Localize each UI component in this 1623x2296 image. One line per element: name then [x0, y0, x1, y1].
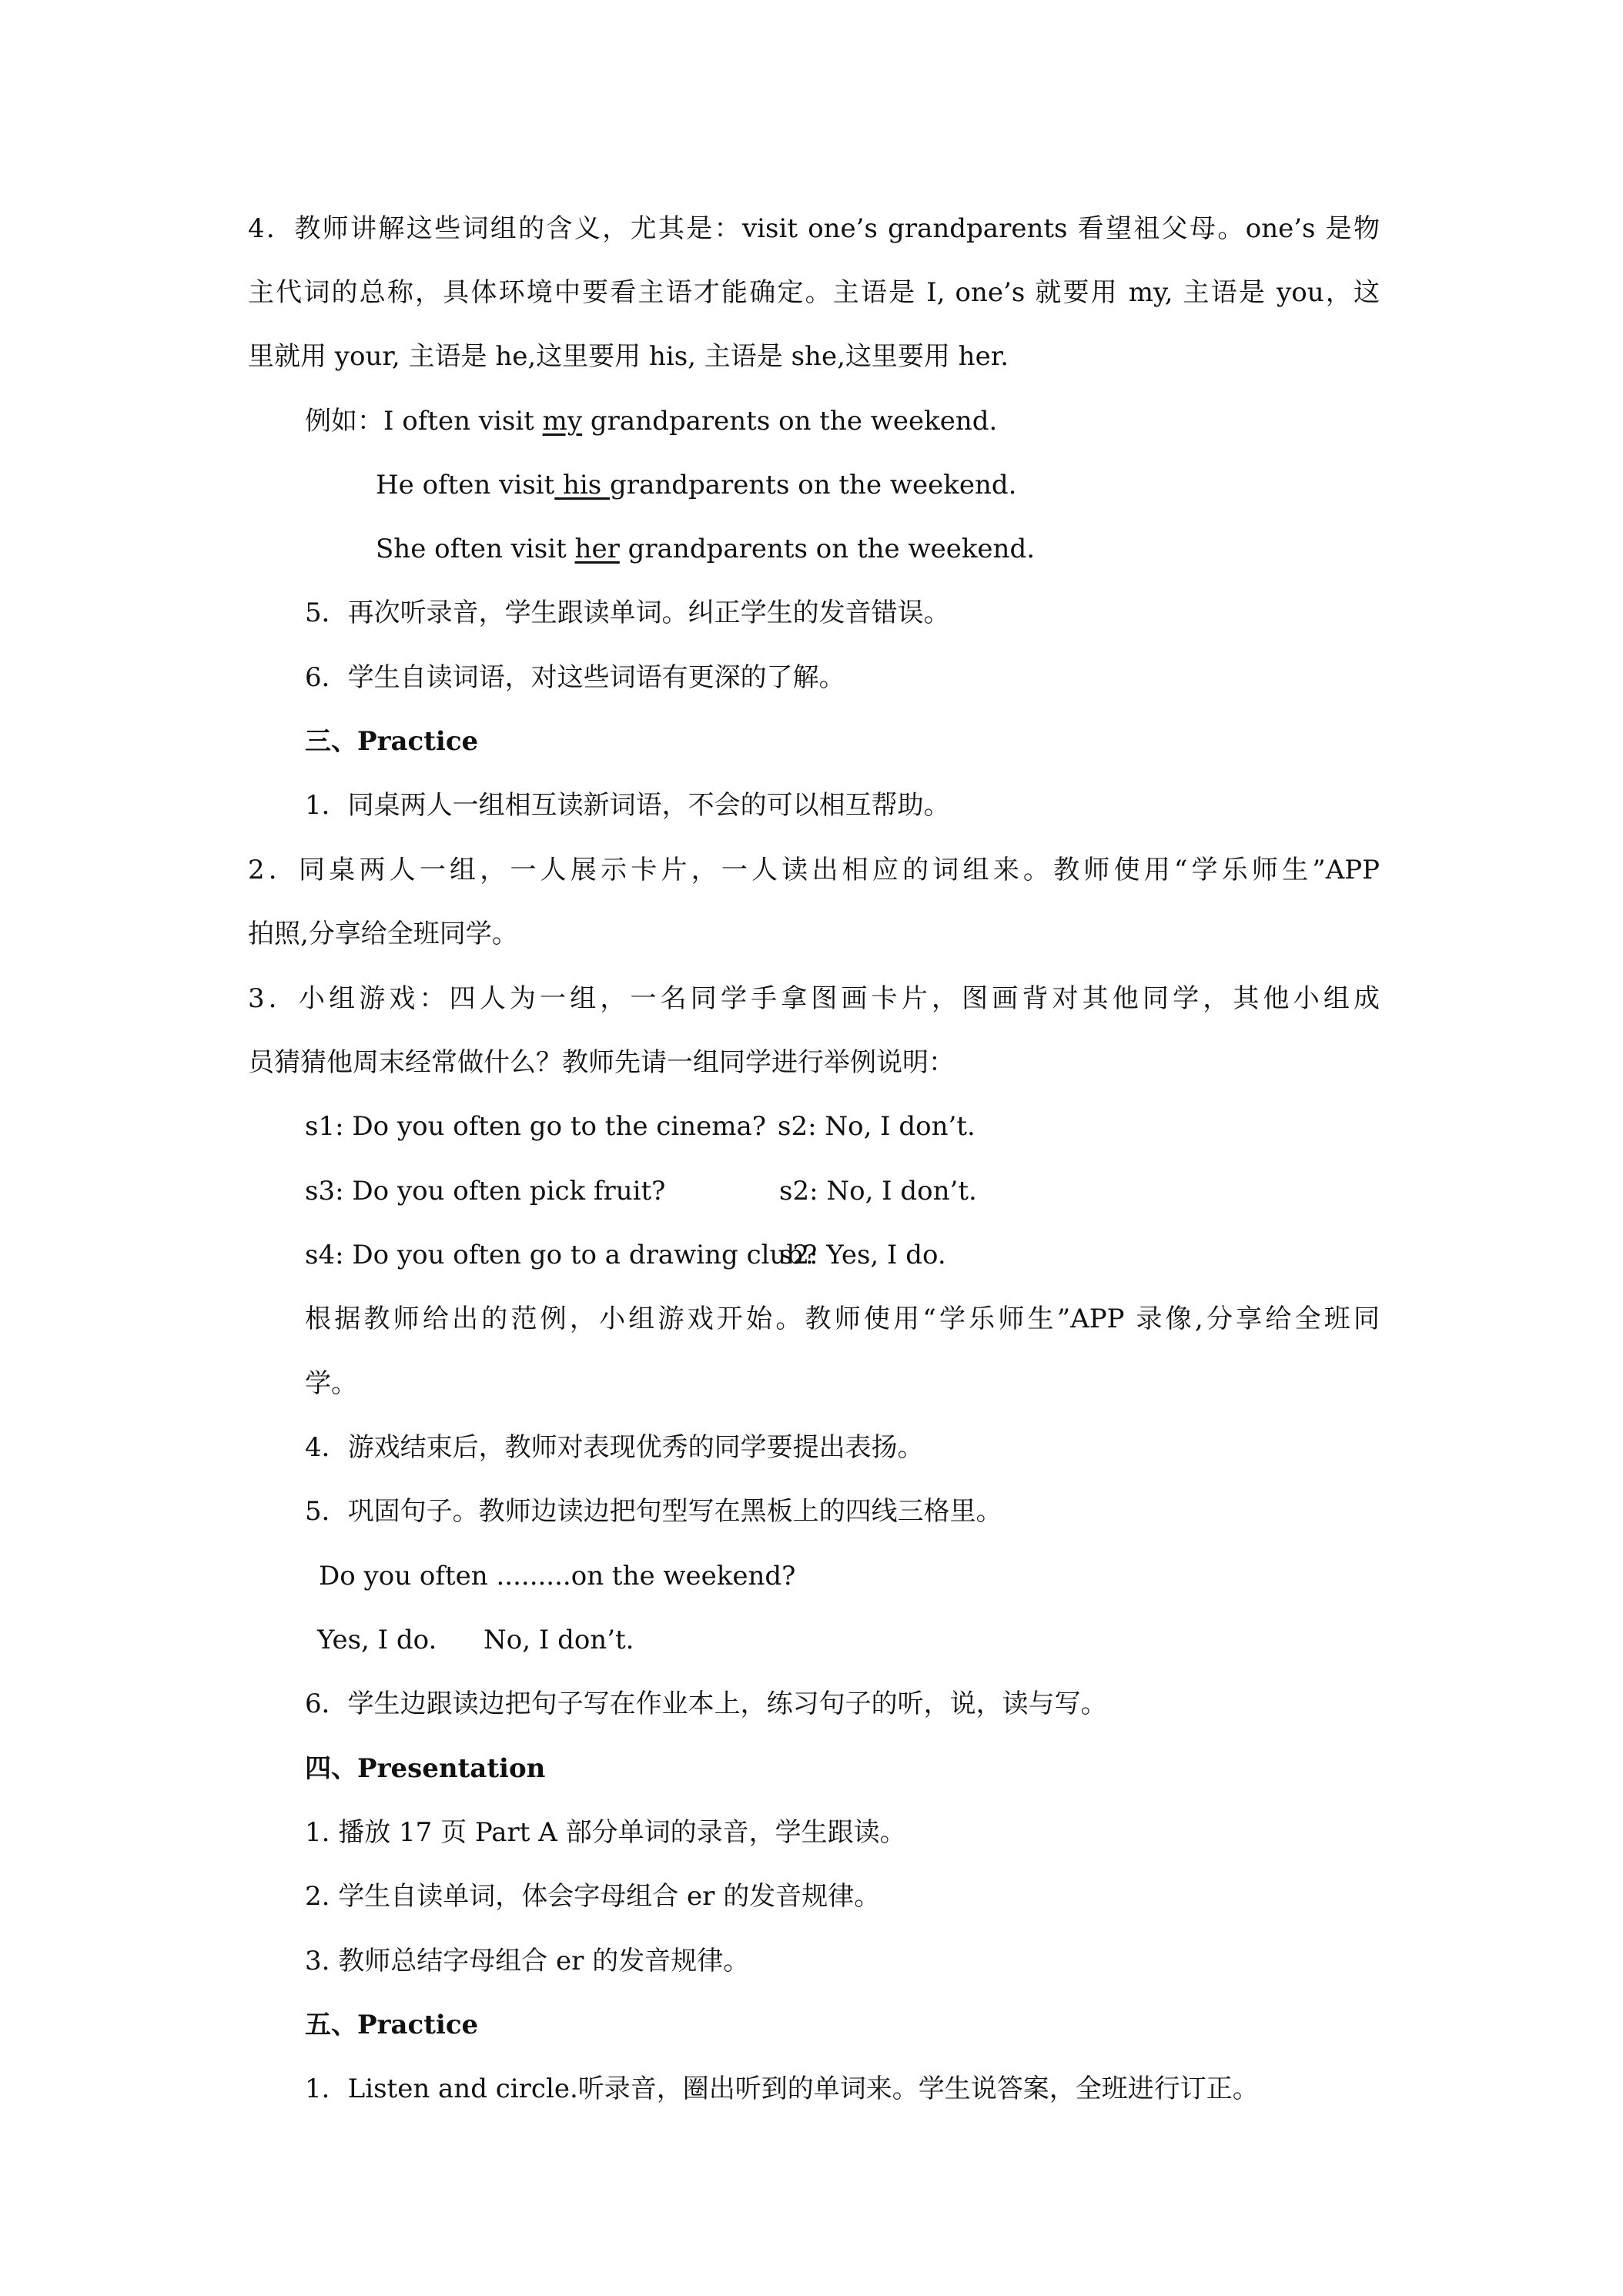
- practice-item-2-line1: 2．同桌两人一组，一人展示卡片，一人读出相应的词组来。教师使用“学乐师生”APP: [248, 855, 1380, 885]
- dialog-answer-3: s2: Yes, I do.: [779, 1240, 946, 1270]
- section-heading-presentation: 四、Presentation: [305, 1753, 546, 1784]
- practice2-item-1: 1．Listen and circle.听录音，圈出听到的单词来。学生说答案，全班进行订正。: [305, 2073, 1259, 2104]
- sentence-pattern-yes: Yes, I do.: [317, 1625, 437, 1655]
- dialog-question-3: s4: Do you often go to a drawing club?: [305, 1240, 818, 1270]
- step4-line1: 4．教师讲解这些词组的含义，尤其是：visit one’s grandparents 看望祖父母。one’s 是物: [248, 213, 1380, 244]
- sentence-pattern-question: Do you often .........on the weekend?: [319, 1561, 796, 1591]
- step5: 5．再次听录音，学生跟读单词。纠正学生的发音错误。: [305, 597, 950, 628]
- step4-line2: 主代词的总称，具体环境中要看主语才能确定。主语是 I, one’s 就要用 my, 主语是 you，这: [248, 277, 1380, 308]
- dialog-answer-1: s2: No, I don’t.: [778, 1111, 975, 1142]
- example-sentence-1: [305, 403, 997, 439]
- section-heading-practice: 三、Practice: [305, 726, 479, 757]
- practice-item-4: 4．游戏结束后，教师对表现优秀的同学要提出表扬。: [305, 1432, 924, 1463]
- practice-item-3-line1: 3．小组游戏：四人为一组，一名同学手拿图画卡片，图画背对其他同学，其他小组成: [248, 983, 1380, 1014]
- example-3-suffix: grandparents on the weekend.: [619, 534, 1036, 564]
- step4-line3: 里就用 your, 主语是 he,这里要用 his, 主语是 she,这里要用 her.: [248, 341, 1009, 372]
- dialog-question-1: s1: Do you often go to the cinema?: [305, 1111, 766, 1142]
- section-heading-practice-2: 五、Practice: [305, 2010, 479, 2040]
- practice-item-5: 5．巩固句子。教师边读边把句型写在黑板上的四线三格里。: [305, 1496, 1002, 1527]
- dialog-answer-2: s2: No, I don’t.: [779, 1176, 977, 1207]
- practice-item-3-line2: 员猜猜他周末经常做什么？教师先请一组同学进行举例说明：: [248, 1047, 955, 1078]
- practice-item-6: 6．学生边跟读边把句子写在作业本上，练习句子的听，说，读与写。: [305, 1689, 1107, 1719]
- sentence-pattern-no: No, I don’t.: [484, 1625, 634, 1655]
- presentation-item-1: 1. 播放 17 页 Part A 部分单词的录音，学生跟读。: [305, 1817, 906, 1848]
- example-sentence-3: [376, 531, 1035, 567]
- practice-item-1: 1．同桌两人一组相互读新词语，不会的可以相互帮助。: [305, 790, 950, 821]
- dialog-question-2: s3: Do you often pick fruit?: [305, 1176, 666, 1207]
- example-1-suffix: grandparents on the weekend.: [582, 406, 998, 437]
- example-1-prefix: 例如：I often visit: [305, 406, 543, 437]
- presentation-item-3: 3. 教师总结字母组合 er 的发音规律。: [305, 1946, 750, 1976]
- example-2-suffix: grandparents on the weekend.: [610, 470, 1017, 500]
- step6: 6．学生自读词语，对这些词语有更深的了解。: [305, 662, 845, 693]
- game-instruction-line2: 学。: [305, 1368, 357, 1399]
- example-2-pronoun: his: [554, 470, 611, 500]
- example-sentence-2: [376, 467, 1016, 503]
- example-1-pronoun: my: [542, 406, 583, 437]
- game-instruction-line1: 根据教师给出的范例，小组游戏开始。教师使用“学乐师生”APP 录像,分享给全班同: [305, 1304, 1380, 1334]
- practice-item-2-line2: 拍照,分享给全班同学。: [248, 919, 518, 949]
- example-3-pronoun: her: [574, 534, 620, 564]
- presentation-item-2: 2. 学生自读单词，体会字母组合 er 的发音规律。: [305, 1881, 881, 1912]
- example-2-prefix: He often visit: [376, 470, 555, 500]
- example-3-prefix: She often visit: [376, 534, 575, 564]
